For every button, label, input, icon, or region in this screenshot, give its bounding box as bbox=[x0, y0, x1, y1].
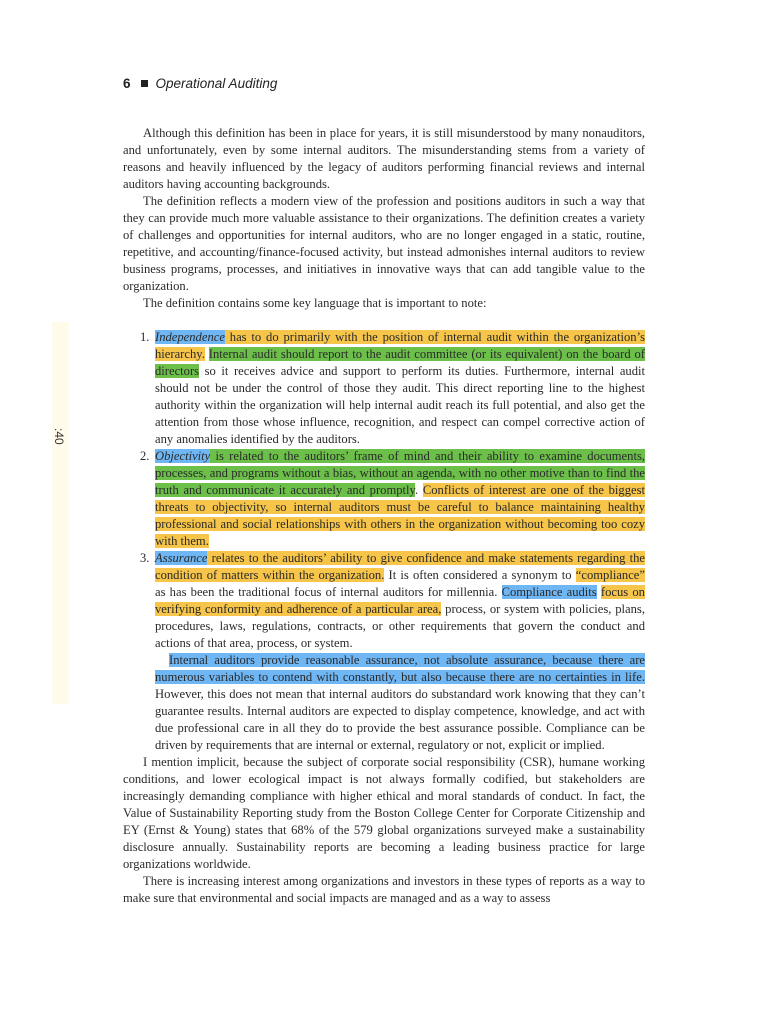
highlight-green: Internal audit should report to the audit committee (or its equivalent) on the board of directors bbox=[155, 347, 646, 378]
highlight-yellow: Conflicts of interest are one of the biggest threats to objectivity, so internal auditors must be careful to balance maintaining healthy professional and social relationships with others in the organization without becoming too cozy with them. bbox=[155, 483, 645, 548]
list-item: 1. Independence has to do primarily with the position of internal audit within the organization’s hierarchy. Internal audit should report to the audit committee (or its equivalent) on the board of directors so it receives advice and support to perform its duties. Furthermore, internal audit should not be under the control of those they audit. This direct reporting line to the highest authority within the organization will help internal audit reach its full potential, and also get the attention from those whose influence, recognition, and respect can compel corrective action of any anomalies identified by the auditors. bbox=[140, 330, 646, 446]
list-number: 2. bbox=[140, 449, 150, 463]
paragraph: The definition contains some key language that is important to note: bbox=[143, 296, 487, 310]
page-number: 6 bbox=[123, 76, 131, 91]
list-subparagraph: Internal auditors provide reasonable assurance, not absolute assurance, because there are numerous variables to contend with constantly, but also because there are no certainties in life. However, this does not mean that internal auditors do substandard work knowing that they can’t guarantee results. Internal auditors are expected to display competence, knowledge, and act with due professional care in all they do to provide the best assurance possible. Compliance can be driven by requirements that are internal or external, regulatory or not, explicit or implied. bbox=[155, 653, 645, 752]
highlighted-term: Objectivity bbox=[155, 449, 211, 463]
paragraph: I mention implicit, because the subject of corporate social responsibility (CSR), humane working conditions, and lower ecological impact is not always formally codified, but stakeholders are increasingly demanding compliance with higher ethical and moral standards of conduct. In fact, the Value of Sustainability Reporting study from the Boston College Center for Corporate Citizenship and EY (Ernst & Young) states that 68% of the 579 global organizations surveyed make a sustainability disclosure annually. Sustainability reports are becoming a leading business practice for large organizations worldwide. bbox=[123, 755, 645, 871]
highlight-yellow: focus on verifying conformity and adherence of a particular area, bbox=[155, 585, 645, 616]
square-bullet-icon bbox=[141, 80, 148, 87]
paragraph: The definition reflects a modern view of the profession and positions auditors in such a way that they can provide much more valuable assistance to their organizations. The definition creates a variety of challenges and opportunities for internal auditors, who are no longer engaged in a static, routine, repetitive, and accounting/finance-focused activity, but instead admonishes internal auditors to review business programs, processes, and initiatives in innovative ways that can add tangible value to the organization. bbox=[123, 194, 645, 293]
highlight-blue: Internal auditors provide reasonable assurance, not absolute assurance, because there are numerous variables to contend with constantly, but also because there are no certainties in life. bbox=[155, 653, 645, 684]
highlight-green: is related to the auditors’ frame of mind and their ability to examine documents, processes, and programs without a bias, without an agenda, with no other motive than to find the truth and communicate it accurately and promptly bbox=[155, 449, 645, 497]
highlight-blue: Compliance audits bbox=[501, 585, 597, 599]
list-item: 2. Objectivity is related to the auditors’ frame of mind and their ability to examine documents, processes, and programs without a bias, without an agenda, with no other motive than to find the truth and communicate it accurately and promptly. Conflicts of interest are one of the biggest threats to objectivity, so internal auditors must be careful to balance maintaining healthy professional and social relationships with others in the organization without becoming too cozy with them. bbox=[140, 449, 645, 548]
margin-page-label: :40 bbox=[52, 428, 66, 445]
margin-strip bbox=[52, 322, 69, 704]
highlight-yellow: relates to the auditors’ ability to give confidence and make statements regarding the condition of matters within the organization. bbox=[155, 551, 645, 582]
book-title: Operational Auditing bbox=[155, 76, 278, 91]
paragraph: There is increasing interest among organizations and investors in these types of reports as a way to make sure that environmental and social impacts are managed and as a way to assess bbox=[123, 874, 645, 905]
highlighted-term: Independence bbox=[155, 330, 225, 344]
highlight-yellow: has to do primarily with the position of internal audit within the organization’s hierarchy. bbox=[155, 330, 645, 361]
highlighted-term: Assurance bbox=[155, 551, 208, 565]
page-body bbox=[123, 125, 645, 907]
highlight-yellow: “compliance” bbox=[575, 568, 645, 582]
list-number: 3. bbox=[140, 551, 150, 565]
list-item: 3. Assurance relates to the auditors’ ability to give confidence and make statements regarding the condition of matters within the organization. It is often considered a synonym to “compliance” as has been the traditional focus of internal auditors for millennia. Compliance audits focus on verifying conformity and adherence of a particular area, process, or system with policies, plans, procedures, laws, regulations, contracts, or other requirements that govern the conduct and actions of that area, process, or system. Internal auditors provide reasonable assurance, not absolute assurance, because there are numerous variables to contend with constantly, but also because there are no certainties in life. However, this does not mean that internal auditors do substandard work knowing that they can’t guarantee results. Internal auditors are expected to display competence, knowledge, and act with due professional care in all they do to provide the best assurance possible. Compliance can be driven by requirements that are internal or external, regulatory or not, explicit or implied. bbox=[140, 551, 645, 752]
running-header bbox=[123, 76, 277, 91]
list-number: 1. bbox=[140, 330, 150, 344]
paragraph: Although this definition has been in place for years, it is still misunderstood by many nonauditors, and unfortunately, even by some internal auditors. The misunderstanding stems from a variety of reasons and heavily influenced by the legacy of auditors performing financial reviews and internal auditors having accounting backgrounds. bbox=[123, 126, 645, 191]
key-terms-list bbox=[123, 329, 645, 754]
